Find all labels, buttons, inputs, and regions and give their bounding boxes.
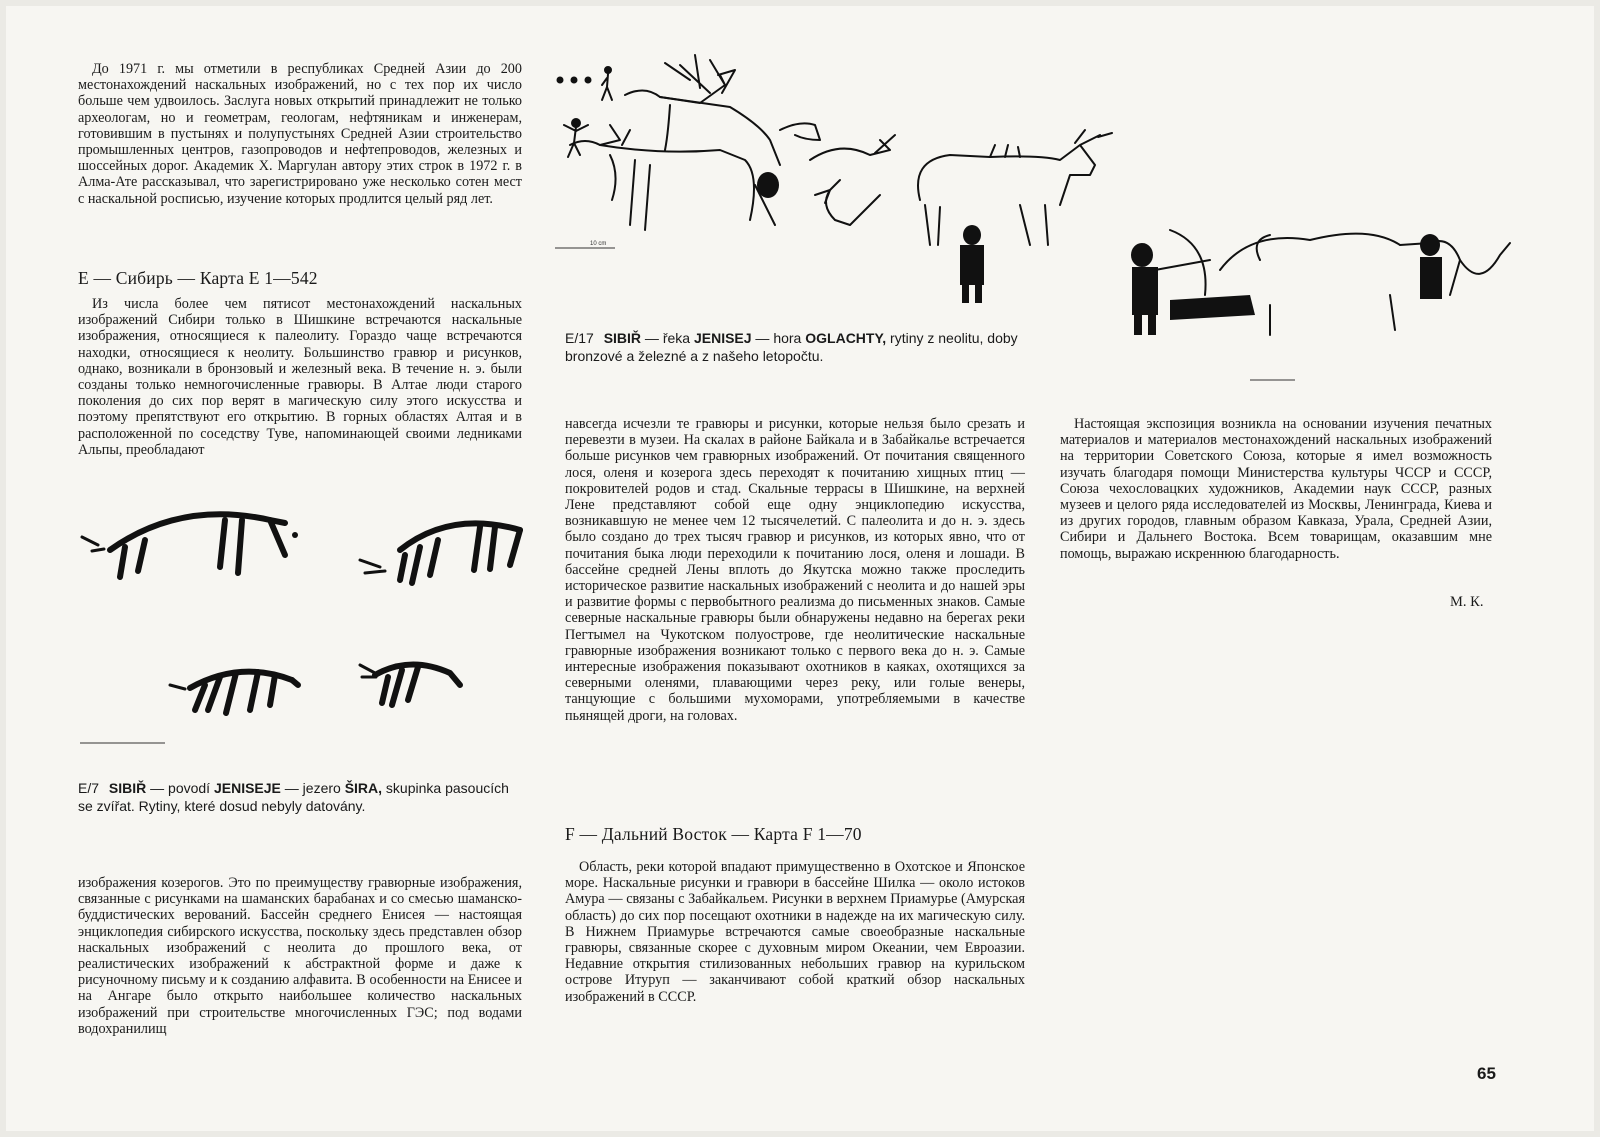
hunter-dotted-right [1420, 234, 1442, 299]
section-heading-far-east: F — Дальний Восток — Карта F 1—70 [565, 824, 862, 844]
page-number: 65 [1477, 1064, 1496, 1083]
elk-middle [570, 125, 775, 230]
tail-shape [1460, 243, 1510, 274]
caption-e17: E/17 SIBIŘ — řeka JENISEJ — hora OGLACHTY, rytiny z neolitu, doby bronzové a železné a z našeho letopočtu. [565, 330, 1018, 364]
human-figure-dotted [960, 225, 984, 303]
author-signature: М. К. [1450, 594, 1484, 610]
column1-bottom-paragraph: изображения козерогов. Это по преимуществу гравюрные изображения, связанные с рисунками на шаманских барабанах и со смесью шаманско-буддистических верований. Бассейн среднего Енисея — настоящая энциклопедия сибирского искусства, поскольку здесь представлен обзор наскальных изображений с неолита до прошлого века, от реалистических изображений к абстрактной форме и даже к рисуночному письму и к созданию алфавита. В особенности на Енисее и на Ангаре было открыто наибольшее количество наскальных изображений при строительстве многочисленных ГЭС; под водами водохранилищ [78, 875, 522, 1037]
caption-place: SIBIŘ [108, 780, 147, 796]
caption-place: JENISEJE [213, 780, 281, 796]
animal-engraving-1 [82, 514, 298, 577]
column1-intro-paragraph: До 1971 г. мы отметили в республиках Средней Азии до 200 местонахождений наскальных изображений, но с тех пор их число больше чем удвоилось. Заслуга новых открытий принадлежит не только археологам, но и геометрам, геологам, нефтяникам и инженерам, готовившим в пустынях и полупустынях Средней Азии строительство промышленных центров, газопроводов и нефтепроводов, железных и шоссейных дорог. Академик Х. Маргулан автору этих строк в 1972 г. в Алма-Ате рассказывал, что зарегистрировано уже несколько сотен мест с наскальной росписью, изучение которых продлится целый ряд лет. [78, 61, 522, 207]
bird-small [780, 123, 820, 140]
animal-engraving-3 [170, 672, 298, 713]
caption-code: E/7 [78, 780, 100, 796]
caption-place: OGLACHTY, [805, 330, 887, 346]
column2-far-east-paragraph: Область, реки которой впадают примущественно в Охотское и Японское море. Наскальные рисунки и гравюри в бассейне Шилка — около истоков Амура — связаны с Забайкальем. Рисунки в верхнем Приамурье (Амурская область) до сих пор посещают охотники в надежде на их магическую силу. В Нижнем Приамурье встречаются самые своеобразные наскальные гравюры, связанные скорее с духовным миром Океании, чем Евроазии. Недавние открытия стилизованных небольших гравюр на курильском острове Итуруп — заканчивают собой краткий обзор наскальных изображений в СССР. [565, 859, 1025, 1005]
caption-e7: E/7 SIBIŘ — povodí JENISEJE — jezero ŠIRA, skupinka pasoucích se zvířat. Rytiny, které dosud nebyly datovány. [78, 780, 509, 814]
caption-place: ŠIRA, [344, 780, 383, 796]
caption-place: JENISEJ [693, 330, 752, 346]
bear-dotted [757, 172, 779, 198]
figure-e7-engravings [70, 505, 540, 760]
column2-main-paragraph: навсегда исчезли те гравюры и рисунки, которые нельзя было срезать и перевезти в музеи. На скалах в районе Байкала и в Забайкалье встречается больше рисунков чем гравюрных изображений. От почитания священного лося, оленя и козерога здесь переходят к почитанию хищных птиц — покровителей родов и стад. Скальные террасы в Шишкине, на верхней Лене представляют собой еще одну энциклопедию искусства, возникавшую не менее чем 12 тысячелетий. С палеолита и до н. э. здесь было создано до трех тысяч гравюр и рисунков, из которых явно, что от почитания быка люди переходили к почитанию лося, оленя и лошади. В бассейне средней Лены вплоть до Якутска можно также проследить историческое развитие наскальных изображений с неолита и до нашей эры и развитие формы с первобытного реализма до письменных знаков. Самые северные наскальные гравюры были обнаружены недавно на берегах реки Пегтымел на Чукотском полуострове, где неолитические наскальные гравюрные изображения возникают только с первого века до н. э. Самые интересные изображения показывают охотников в каяках, охотящихся за северными оленями, плавающими через реку, или голые венеры, танцующие с большими мухоморами, употребляемыми в качестве пьянящей дроги, на головах. [565, 416, 1025, 724]
human-figure-small [602, 67, 612, 100]
column1-siberia-paragraph: Из числа более чем пятисот местонахождений наскальных изображений Сибири только в Шишкине встречаются наскальные изображения, относящиеся к палеолиту. Гораздо чаще встречаются находки, относящиеся к неолиту. Большинство гравюр и рисунков, однако, возникали в бронзовый и железный века. В течение н. э. были созданы только немногочисленные гравюры. В Алтае люди старого поколения до сих пор верят в магическую силу этого искусства и поэтому препятствуют его открытию. В горных областях Алтая и в расположенной по соседству Туве, напоминающей своими ледниками Альпы, преобладают [78, 296, 522, 458]
bull-large [918, 130, 1112, 245]
scale-label: 10 cm [590, 241, 607, 247]
caption-place: SIBIŘ [603, 330, 642, 346]
dog-dotted [1170, 295, 1255, 320]
archer-figure [564, 119, 588, 157]
animal-engraving-4 [360, 664, 460, 705]
section-heading-siberia: Е — Сибирь — Карта Е 1—542 [78, 268, 318, 288]
bow-and-arrow [1155, 230, 1210, 295]
column3-acknowledgement: Настоящая экспозиция возникла на основании изучения печатных материалов и материалов местонахождений наскальных изображений на территории Советского Союза, которые я имел возможность изучать благодаря помощи Министерства культуры ЧССР и СССР, Союза чехословацких художников, Академии наук СССР, разных музеев и целого ряда исследователей из Москвы, Ленинграда, Киева и из других городов, главным образом Кавказа, Урала, Средней Азии, Сибири и Дальнего Востока. Всем товарищам, оказавшим мне помощь, выражаю искреннюю благодарность. [1060, 416, 1492, 562]
bird-flying [815, 180, 840, 203]
hunter-dotted-left [1131, 243, 1158, 335]
deer-right [810, 135, 895, 225]
elk-large [625, 55, 780, 165]
caption-code: E/17 [565, 330, 594, 346]
animal-engraving-2 [360, 523, 520, 583]
